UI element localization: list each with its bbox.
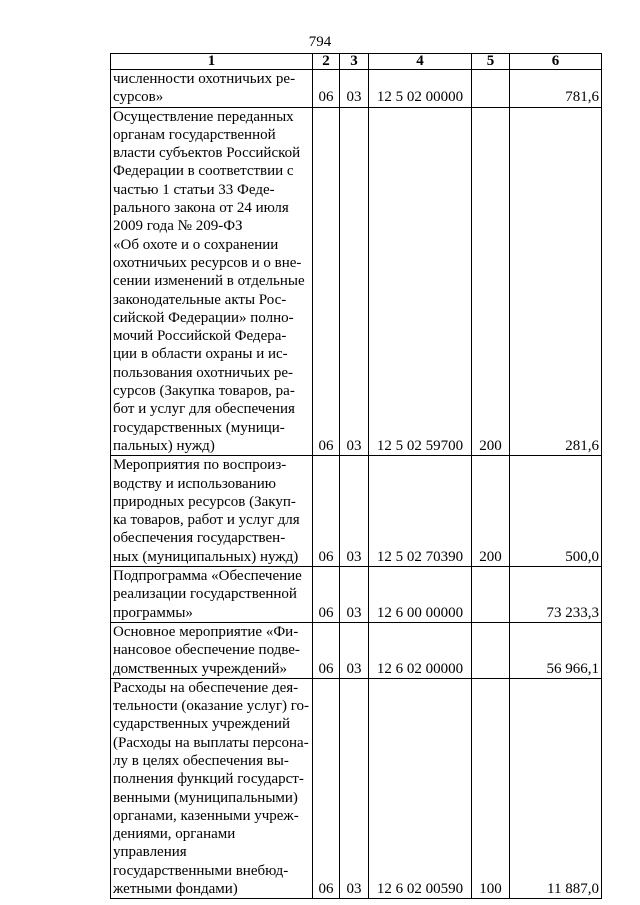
subsection-code: 03 xyxy=(340,622,369,678)
description-line: Подпрограмма «Обеспечение xyxy=(113,568,302,585)
description-line: реализации государственной xyxy=(113,586,297,603)
amount: 11 887,0 xyxy=(510,678,602,899)
description-line: пользования охотничьих ре- xyxy=(113,364,294,381)
header-row xyxy=(111,54,602,70)
expense-type-code: 200 xyxy=(472,107,510,456)
expense-type-code xyxy=(472,70,510,108)
description-line: Мероприятия по воспроиз- xyxy=(113,457,287,474)
description-line: органам государственной xyxy=(113,126,276,143)
section-code: 06 xyxy=(313,678,340,899)
table-body xyxy=(111,70,602,899)
target-article-code: 12 5 02 00000 xyxy=(369,70,472,108)
description-line: (Расходы на выплаты персона- xyxy=(113,734,309,751)
description-line: Федерации в соответствии с xyxy=(113,163,294,180)
description-line: бот и услуг для обеспечения xyxy=(113,401,295,418)
expense-type-code xyxy=(472,567,510,623)
row-description xyxy=(111,622,313,678)
amount: 500,0 xyxy=(510,456,602,567)
description-line: государственных (муници- xyxy=(113,419,285,436)
description-line: Расходы на обеспечение дея- xyxy=(113,679,299,696)
row-description xyxy=(111,456,313,567)
description-line: ка товаров, работ и услуг для xyxy=(113,512,300,529)
subsection-code: 03 xyxy=(340,456,369,567)
row-description xyxy=(111,70,313,108)
target-article-code: 12 5 02 70390 xyxy=(369,456,472,567)
description-line: полнения функций государст- xyxy=(113,771,304,788)
column-header: 5 xyxy=(472,54,510,70)
description-line: 2009 года № 209-ФЗ xyxy=(113,218,243,235)
section-code: 06 xyxy=(313,107,340,456)
expense-type-code: 100 xyxy=(472,678,510,899)
column-header: 3 xyxy=(340,54,369,70)
description-line: государственными внебюд- xyxy=(113,862,289,879)
description-line: дениями, органами управления xyxy=(113,826,236,861)
description-line: программы» xyxy=(113,604,193,621)
description-line: домственных учреждений» xyxy=(113,660,288,677)
row-description xyxy=(111,678,313,899)
description-line: лу в целях обеспечения вы- xyxy=(113,752,289,769)
section-code: 06 xyxy=(313,456,340,567)
description-line: ных (муниципальных) нужд) xyxy=(113,548,299,565)
amount: 781,6 xyxy=(510,70,602,108)
target-article-code: 12 5 02 59700 xyxy=(369,107,472,456)
description-line: жетными фондами) xyxy=(113,881,238,898)
description-line: охотничьих ресурсов и о вне- xyxy=(113,254,302,271)
description-line: органами, казенными учреж- xyxy=(113,807,299,824)
description-line: «Об охоте и о сохранении xyxy=(113,236,279,253)
subsection-code: 03 xyxy=(340,678,369,899)
table-row xyxy=(111,622,602,678)
table-row xyxy=(111,567,602,623)
amount: 281,6 xyxy=(510,107,602,456)
description-line: тельности (оказание услуг) го- xyxy=(113,698,310,715)
budget-table xyxy=(110,53,602,899)
target-article-code: 12 6 02 00590 xyxy=(369,678,472,899)
description-line: сении изменений в отдельные xyxy=(113,273,305,290)
expense-type-code xyxy=(472,622,510,678)
description-line: сурсов» xyxy=(113,89,164,106)
subsection-code: 03 xyxy=(340,567,369,623)
section-code: 06 xyxy=(313,567,340,623)
table-row xyxy=(111,70,602,108)
target-article-code: 12 6 00 00000 xyxy=(369,567,472,623)
expense-type-code: 200 xyxy=(472,456,510,567)
description-line: венными (муниципальными) xyxy=(113,789,298,806)
column-header: 6 xyxy=(510,54,602,70)
description-line: численности охотничьих ре- xyxy=(113,71,296,87)
column-header: 1 xyxy=(111,54,313,70)
table-row xyxy=(111,456,602,567)
description-line: Осуществление переданных xyxy=(113,108,294,125)
amount: 73 233,3 xyxy=(510,567,602,623)
description-line: нансовое обеспечение подве- xyxy=(113,642,300,659)
description-line: ции в области охраны и ис- xyxy=(113,346,288,363)
description-line: частью 1 статьи 33 Феде- xyxy=(113,181,275,198)
description-line: сударственных учреждений xyxy=(113,716,290,733)
description-line: рального закона от 24 июля xyxy=(113,200,289,217)
subsection-code: 03 xyxy=(340,70,369,108)
description-line: сийской Федерации» полно- xyxy=(113,309,294,326)
description-line: сурсов (Закупка товаров, ра- xyxy=(113,383,295,400)
description-line: пальных) нужд) xyxy=(113,437,215,454)
subsection-code: 03 xyxy=(340,107,369,456)
page-number: 794 xyxy=(308,34,332,50)
column-header: 4 xyxy=(369,54,472,70)
row-description xyxy=(111,567,313,623)
amount: 56 966,1 xyxy=(510,622,602,678)
row-description xyxy=(111,107,313,456)
description-line: природных ресурсов (Закуп- xyxy=(113,493,296,510)
description-line: Основное мероприятие «Фи- xyxy=(113,623,299,640)
target-article-code: 12 6 02 00000 xyxy=(369,622,472,678)
section-code: 06 xyxy=(313,70,340,108)
description-line: власти субъектов Российской xyxy=(113,145,301,162)
table-row xyxy=(111,107,602,456)
description-line: водству и использованию xyxy=(113,475,276,492)
section-code: 06 xyxy=(313,622,340,678)
description-line: мочий Российской Федера- xyxy=(113,328,287,345)
description-line: обеспечения государствен- xyxy=(113,530,286,547)
column-header: 2 xyxy=(313,54,340,70)
table-row xyxy=(111,678,602,899)
description-line: законодательные акты Рос- xyxy=(113,291,287,308)
